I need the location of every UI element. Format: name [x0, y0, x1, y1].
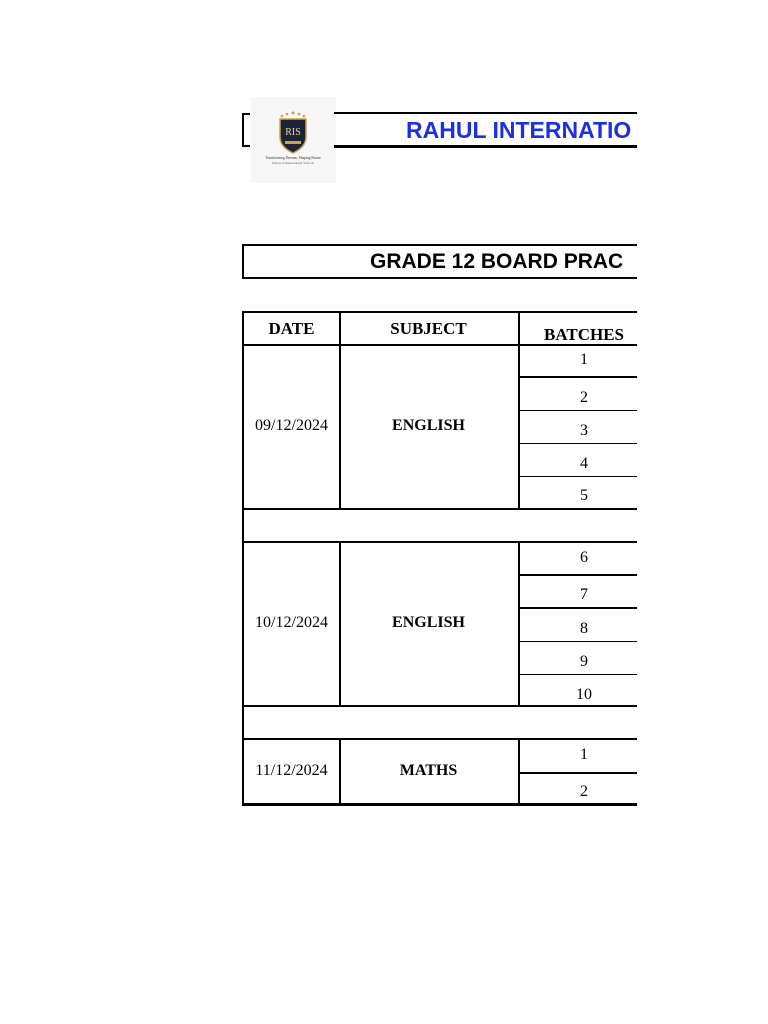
batch-cell: 10	[518, 674, 637, 707]
date-cell: 09/12/2024	[242, 344, 341, 510]
batch-cell: 4	[518, 443, 637, 477]
logo-tagline-2: Union of International Schools	[272, 161, 314, 165]
header-bracket	[242, 113, 250, 147]
batch-cell: 1	[518, 344, 637, 378]
page-title: GRADE 12 BOARD PRAC	[370, 250, 624, 273]
batch-cell: 9	[518, 641, 637, 675]
batch-cell: 2	[518, 377, 637, 411]
logo-monogram: RIS	[285, 127, 301, 138]
school-logo	[251, 97, 336, 183]
batch-cell: 6	[518, 541, 637, 576]
header-date: DATE	[242, 311, 341, 346]
spacer-row	[242, 705, 637, 740]
batch-cell: 7	[518, 575, 637, 609]
date-cell: 10/12/2024	[242, 541, 341, 707]
header-subject: SUBJECT	[339, 311, 520, 346]
subject-cell: MATHS	[339, 738, 520, 806]
subject-cell: ENGLISH	[339, 344, 520, 510]
batch-cell: 8	[518, 608, 637, 642]
date-cell: 11/12/2024	[242, 738, 341, 806]
subject-cell: ENGLISH	[339, 541, 520, 707]
batch-cell: 1	[518, 738, 637, 774]
spacer-row	[242, 508, 637, 543]
school-name: RAHUL INTERNATIO	[406, 117, 632, 143]
batch-cell: 3	[518, 410, 637, 444]
batch-cell: 5	[518, 476, 637, 510]
header-batches: BATCHES	[518, 311, 637, 346]
batch-cell: 2	[518, 772, 637, 806]
logo-tagline-1: Transforming Dreams, Shaping Future	[265, 156, 321, 160]
